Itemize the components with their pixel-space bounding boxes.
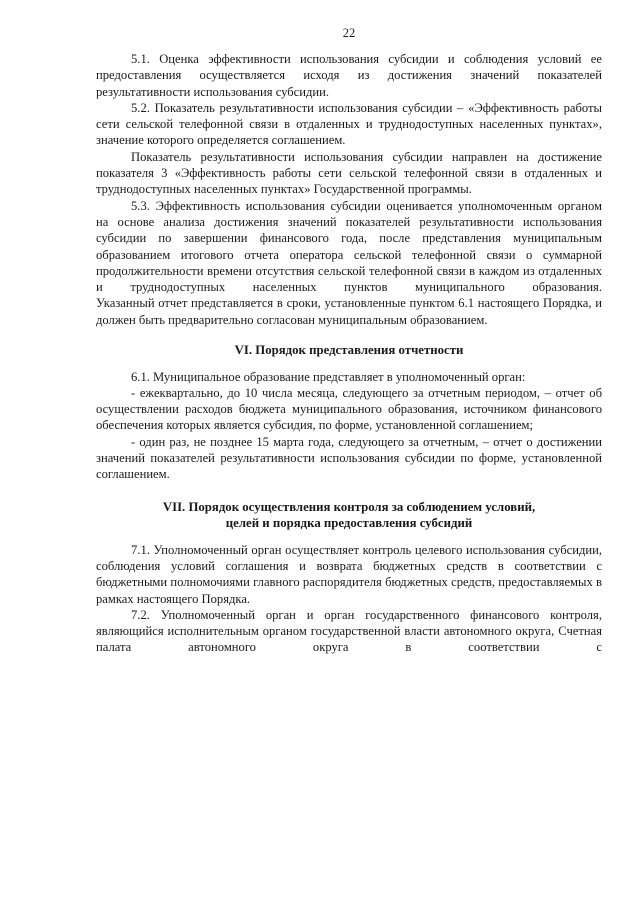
paragraph-6-1: 6.1. Муниципальное образование представляет в уполномоченный орган: — [131, 369, 526, 384]
section-7-heading-line2: целей и порядка предоставления субсидий — [225, 516, 473, 531]
page-number: 22 — [342, 26, 356, 40]
paragraph-5-1: 5.1. Оценка эффективности использования субсидии и соблюдения условий ее предоставления осуществляется исходя из достижения значений показателей результативности использования субсидии. — [96, 52, 602, 99]
section-7-heading-line1: VII. Порядок осуществления контроля за соблюдением условий, — [162, 499, 536, 514]
section-6-heading: VI. Порядок представления отчетности — [234, 343, 464, 358]
paragraph-5-3-report: Указанный отчет представляется в сроки, установленные пунктом 6.1 настоящего Порядка, и должен быть предварительно согласован муниципальным образованием. — [96, 296, 602, 327]
section-7-heading — [96, 499, 602, 532]
paragraph-5-3: 5.3. Эффективность использования субсидии оценивается уполномоченным органом на основе анализа достижения значений показателей результативности использования субсидии по завершении финансового года, после представления муниципальным образованием итогового отчета оператора сельской телефонной связи о суммарной продолжительности времени отсутствия сельской телефонной связи в каждом из отдаленных и труднодоступных населенных пунктов муниципального образования. — [96, 198, 602, 295]
paragraph-5-2-indicator: Показатель результативности использования субсидии направлен на достижение показателя 3 «Эффективность работы сети сельской телефонной связи в отдаленных и труднодоступных населенных пунктах» Государственной программы. — [96, 149, 602, 197]
paragraph-6-1-annual: - один раз, не позднее 15 марта года, следующего за отчетным, – отчет о достижении значений показателей результативности использования субсидии по форме, установленной соглашением. — [96, 434, 602, 482]
paragraph-7-2: 7.2. Уполномоченный орган и орган государственного финансового контроля, являющийся исполнительным органом государственной власти автономного округа, Счетная палата автономного округа в соответствии с — [96, 607, 602, 655]
paragraph-6-1-quarterly: - ежеквартально, до 10 числа месяца, следующего за отчетным периодом, – отчет об осуществлении расходов бюджета муниципального образования, источником финансового обеспечения которых является субсидия, по форме, установленной соглашением; — [96, 385, 602, 433]
paragraph-7-1: 7.1. Уполномоченный орган осуществляет контроль целевого использования субсидии, соблюдения условий соглашения и возврата бюджетных средств в соответствии с бюджетными полномочиями главного распорядителя бюджетных средств, предоставляемых в рамках настоящего Порядка. — [96, 542, 602, 606]
paragraph-5-2: 5.2. Показатель результативности использования субсидии – «Эффективность работы сети сельской телефонной связи в отдаленных и труднодоступных населенных пунктах», значение которого определяется соглашением. — [96, 100, 602, 148]
